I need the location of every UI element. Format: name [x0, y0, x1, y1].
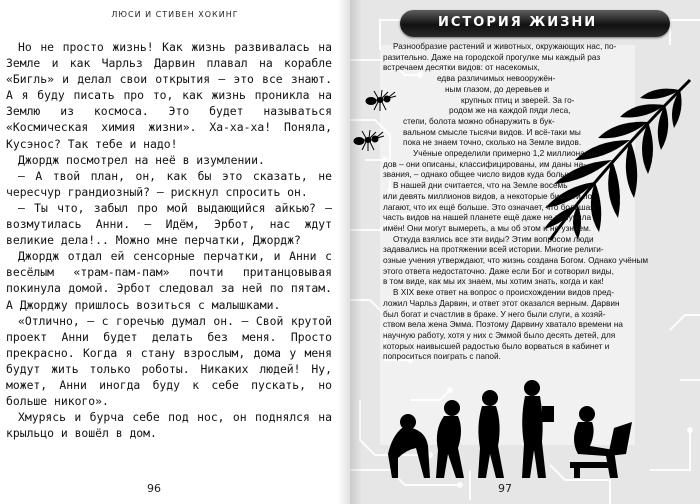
text-line: научную работу, хотя у них с Эммой было десять детей, для	[383, 330, 616, 340]
paragraph: Джордж отдал ей сенсорные перчатки, и Анни с весёлым «трам-пам-пам» почти пританцовывая покинула домой. Эрбот следовал за ней по пятам. А Джорджу пришлось возиться с малышками.	[6, 249, 332, 312]
text-line: Учёные определили примерно 1,2 миллиона ви-	[413, 149, 599, 159]
paragraph: Джордж посмотрел на неё в изумлении.	[18, 152, 265, 167]
right-page	[350, 0, 700, 504]
text-line: был богат и счастлив в браке. У него были слуги, а хозяй-	[383, 309, 606, 319]
text-line: крупных птиц и зверей. За го-	[461, 95, 575, 105]
text-line: задавались на протяжении всей истории. Многие религи-	[383, 245, 604, 255]
text-line: этого ответа недостаточно. Даже если Бог и сотворил виды,	[383, 266, 614, 276]
right-page-text	[383, 42, 668, 363]
text-line: Разнообразие растений и животных, окружающих нас, по-	[393, 42, 617, 51]
paragraph: Но не просто жизнь! Как жизнь развивалась на Земле и как Чарльз Дарвин плавал на корабле «Бигль» и делал свои открытия – это все знают. А я буду писать про то, как жизнь проникла на Землю из космоса. Это будет называться «Космическая химия жизни». Ха-ха-ха! Поняла, Кусэнос? Так тебе и надо!	[6, 40, 332, 151]
text-line: ством вела жена Эмма. Поэтому Дарвину хватало времени на	[383, 320, 623, 330]
paragraph: – Ты что, забыл про мой выдающийся айкью? – возмутилась Анни. – Идём, Эрбот, нас ждут великие дела!.. Можно мне перчатки, Джордж?	[6, 200, 332, 248]
text-line: попроситься поиграть с папой.	[383, 352, 501, 362]
text-line: ным глазом, до деревьев и	[445, 84, 549, 94]
text-line: степи, болота можно обнаружить в бук-	[403, 116, 555, 126]
text-line: вальном смысле тысячи видов. И всё-таки мы	[403, 127, 581, 137]
text-line: пока не знаем точно, сколько на Земле видов.	[403, 138, 582, 148]
paragraph: Хмурясь и бурча себе под нос, он поднялся на крыльцо и вошёл в дом.	[6, 410, 332, 441]
text-line: встречаем десятки видов: от насекомых,	[383, 63, 540, 73]
text-line: едва различимых невооружён-	[437, 74, 556, 84]
running-head: ЛЮСИ И СТИВЕН ХОКИНГ	[111, 10, 239, 19]
text-line: озные учения утверждают, что жизнь создана Богом. Однако учёным	[383, 256, 649, 266]
text-line: В нашей дни считается, что на Земле восемь	[393, 181, 568, 191]
left-page-text	[6, 39, 332, 441]
text-line: которых наивысшей радостью было ворваться в кабинет и	[383, 341, 610, 351]
text-line: ложил Чарльз Дарвин, и ответ этот оказался верным. Дарвин	[383, 298, 620, 308]
text-line: имён! Они могут вымереть, а мы об этом и не узнаем.	[383, 223, 592, 233]
text-line: дов – они описаны, классифицированы, им даны на-	[383, 159, 586, 169]
page-number: 96	[147, 482, 161, 495]
paragraph: – А твой план, он, как бы это сказать, не чересчур грандиозный? – рискнул спросить он.	[6, 168, 332, 199]
text-line: или девять миллионов видов, а некоторые биологи по-	[383, 191, 595, 201]
section-title-banner	[400, 10, 670, 37]
text-line: разительно. Даже на городской прогулке мы каждый раз	[383, 52, 601, 62]
text-line: часть видов на нашей планете ещё даже не получила	[383, 213, 592, 223]
ant-icon	[352, 130, 386, 152]
section-title: ИСТОРИЯ ЖИЗНИ	[438, 15, 598, 30]
text-line: лагают, что их ещё больше. Это означает, что большая	[383, 202, 595, 212]
text-line: звания, – однако общее число видов куда больше.	[383, 170, 579, 180]
text-line: родом же на каждой пяди леса,	[449, 106, 571, 116]
text-line: Откуда взялись все эти виды? Этим вопросом люди	[393, 234, 594, 244]
page-number: 97	[498, 482, 512, 495]
evolution-silhouettes	[382, 370, 637, 480]
paragraph: «Отлично, – с горечью думал он. – Свой крутой проект Анни будет делать без меня. Просто прекрасно. Когда я стану взрослым, дома у меня будут жить только роботы. Никаких людей! Ну, может, Анни иногда буду к себе пускать, но больше никого».	[6, 313, 332, 409]
text-line: в том виде, как мы их знаем, мы хотим знать, когда и как!	[383, 277, 604, 287]
text-line: В XIX веке ответ на вопрос о происхождении видов пред-	[393, 288, 614, 298]
